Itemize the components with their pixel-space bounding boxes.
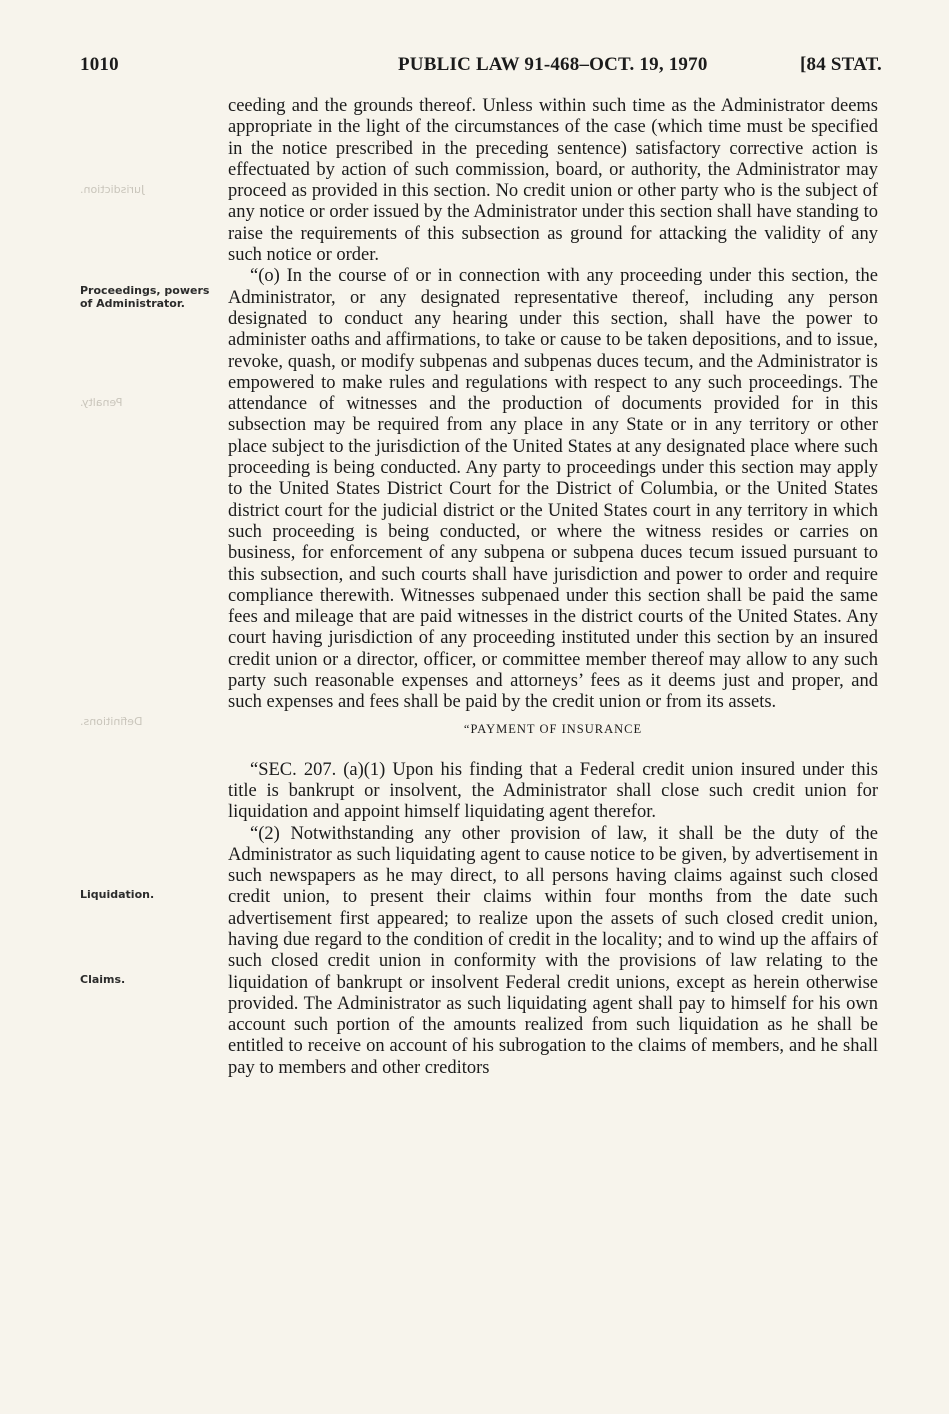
page-number: 1010 [80,54,119,75]
show-through-note: Jurisdiction. [80,183,145,196]
show-through-note: Penalty. [80,396,123,409]
running-title: PUBLIC LAW 91-468–OCT. 19, 1970 [398,54,708,75]
show-through-note: Definitions. [80,715,143,728]
volume-citation: [84 STAT. [799,54,882,75]
paragraph-sec-207-a2: “(2) Notwithstanding any other provision of law, it shall be the duty of the Administrator as such liquidating agent to cause notice to be given, by advertisement in such newspapers as he may direct, to all persons having claims against such closed credit union, to present their claims within four months from the date such advertisement first appeared; to realize upon the assets of such closed credit union, having due regard to the condition of credit in the locality; and to wind up the affairs of such closed credit union in conformity with the provisions of law relating to the liquidation of bankrupt or insolvent Federal credit unions, except as herein otherwise provided. The Administrator as such liquidating agent shall pay to himself for his own account such portion of the amounts realized from such liquidation as he shall be entitled to receive on account of his subrogation to the claims of members, and he shall pay to members and other creditors [228,823,878,1078]
margin-note-proceedings: Proceedings, powers of Administrator. [80,284,210,310]
page-header [80,54,890,84]
paragraph-sec-207-a1: “SEC. 207. (a)(1) Upon his finding that a Federal credit union insured under this title is bankrupt or insolvent, the Administrator shall close such credit union for liquidation and appoint himself liquidating agent therefor. [228,759,878,823]
margin-note-liquidation: Liquidation. [80,888,155,901]
section-heading: “PAYMENT OF INSURANCE [463,721,643,736]
margin-note-claims: Claims. [80,973,126,986]
paragraph-subsection-o: “(o) In the course of or in connection with any proceeding under this section, the Administrator, or any designated representative thereof, including any person designated to conduct any hearing under this section, shall have the power to administer oaths and affirmations, to take or cause to be taken depositions, and to issue, revoke, quash, or modify subpenas and subpenas duces tecum, and the Administrator is empowered to make rules and regulations with respect to any such proceedings. The attendance of witnesses and the production of documents provided for in this subsection may be required from any place in any State or in any territory or other place subject to the jurisdiction of the United States at any designated place where such proceeding is being conducted. Any party to proceedings under this section may apply to the United States District Court for the District of Columbia, or the United States district court for the judicial district or the United States court in any territory in which such proceeding is being conducted, or where the witness resides or carries on business, for enforcement of any subpena or subpena duces tecum issued pursuant to this subsection, and such courts shall have jurisdiction and power to order and require compliance therewith. Witnesses subpenaed under this section shall be paid the same fees and mileage that are paid witnesses in the district courts of the United States. Any court having jurisdiction of any proceeding instituted under this section by an insured credit union or a director, officer, or committee member thereof may allow to any such party such reasonable expenses and attorneys’ fees as it deems just and proper, and such expenses and fees shall be paid by the credit union or from its assets. [228,266,878,713]
body-text [228,96,878,1079]
paragraph-continuation: ceeding and the grounds thereof. Unless within such time as the Administrator deems appropriate in the light of the circumstances of the case (which time must be specified in the notice prescribed in the preceding sentence) satisfactory corrective action is effectuated by action of such commission, board, or authority, the Administrator may proceed as provided in this section. No credit union or other party who is the subject of any notice or order issued by the Administrator under this section shall have standing to raise the requirements of this subsection as ground for attacking the validity of any such notice or order. [228,96,878,266]
